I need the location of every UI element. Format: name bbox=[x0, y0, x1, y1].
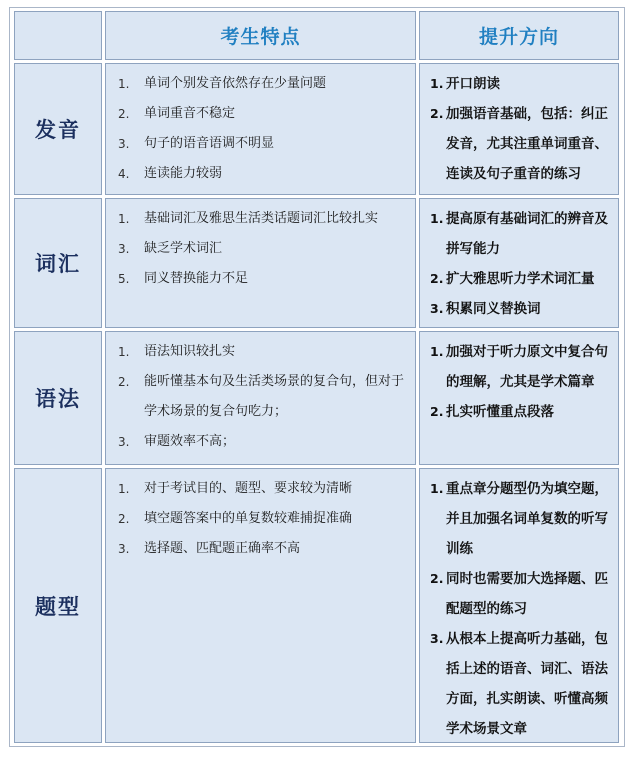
list-item: 3. 审题效率不高； bbox=[118, 434, 236, 449]
features-list bbox=[106, 199, 415, 294]
directions-list bbox=[420, 64, 618, 189]
list-item: 1. 基础词汇及雅思生活类话题词汇比较扎实 bbox=[118, 211, 379, 226]
features-list bbox=[106, 469, 415, 564]
directions-list bbox=[420, 332, 618, 427]
list-item: 2. 同时也需要加大选择题、匹配题型的练习 bbox=[430, 571, 608, 617]
directions-list bbox=[420, 469, 618, 744]
row-label-pronunciation: 发音 bbox=[14, 63, 102, 195]
list-item: 1. 语法知识较扎实 bbox=[118, 344, 236, 359]
header-directions: 提升方向 bbox=[419, 11, 619, 60]
list-item: 3. 句子的语音语调不明显 bbox=[118, 136, 275, 151]
directions-cell-pronunciation bbox=[419, 63, 619, 195]
list-item: 2. 能听懂基本句及生活类场景的复合句，但对于学术场景的复合句吃力； bbox=[118, 374, 405, 419]
row-label-vocabulary: 词汇 bbox=[14, 198, 102, 328]
list-item: 1. 对于考试目的、题型、要求较为清晰 bbox=[118, 481, 353, 496]
list-item: 1. 单词个别发音依然存在少量问题 bbox=[118, 76, 327, 91]
directions-cell-grammar bbox=[419, 331, 619, 465]
features-list bbox=[106, 332, 415, 457]
list-item: 3. 缺乏学术词汇 bbox=[118, 241, 223, 256]
features-cell-question-types bbox=[105, 468, 416, 743]
list-item: 2. 加强语音基础，包括：纠正发音，尤其注重单词重音、连读及句子重音的练习 bbox=[430, 106, 608, 182]
list-item: 3. 从根本上提高听力基础，包括上述的语音、词汇、语法方面，扎实朗读、听懂高频学术场景文章 bbox=[430, 631, 608, 737]
list-item: 2. 单词重音不稳定 bbox=[118, 106, 236, 121]
header-features: 考生特点 bbox=[105, 11, 416, 60]
features-list bbox=[106, 64, 415, 189]
list-item: 2. 填空题答案中的单复数较难捕捉准确 bbox=[118, 511, 353, 526]
list-item: 3. 积累同义替换词 bbox=[430, 301, 541, 317]
list-item: 1. 开口朗读 bbox=[430, 76, 500, 92]
features-cell-pronunciation bbox=[105, 63, 416, 195]
list-item: 1. 重点章分题型仍为填空题，并且加强名词单复数的听写训练 bbox=[430, 481, 608, 557]
directions-cell-vocabulary bbox=[419, 198, 619, 328]
features-cell-grammar bbox=[105, 331, 416, 465]
row-label-grammar: 语法 bbox=[14, 331, 102, 465]
list-item: 4. 连读能力较弱 bbox=[118, 166, 223, 181]
list-item: 2. 扎实听懂重点段落 bbox=[430, 404, 554, 420]
list-item: 1. 提高原有基础词汇的辨音及拼写能力 bbox=[430, 211, 608, 257]
directions-list bbox=[420, 199, 618, 324]
list-item: 3. 选择题、匹配题正确率不高 bbox=[118, 541, 301, 556]
row-label-question-types: 题型 bbox=[14, 468, 102, 743]
header-corner bbox=[14, 11, 102, 60]
features-cell-vocabulary bbox=[105, 198, 416, 328]
directions-cell-question-types bbox=[419, 468, 619, 743]
list-item: 1. 加强对于听力原文中复合句的理解，尤其是学术篇章 bbox=[430, 344, 608, 390]
list-item: 2. 扩大雅思听力学术词汇量 bbox=[430, 271, 595, 287]
list-item: 5. 同义替换能力不足 bbox=[118, 271, 249, 286]
